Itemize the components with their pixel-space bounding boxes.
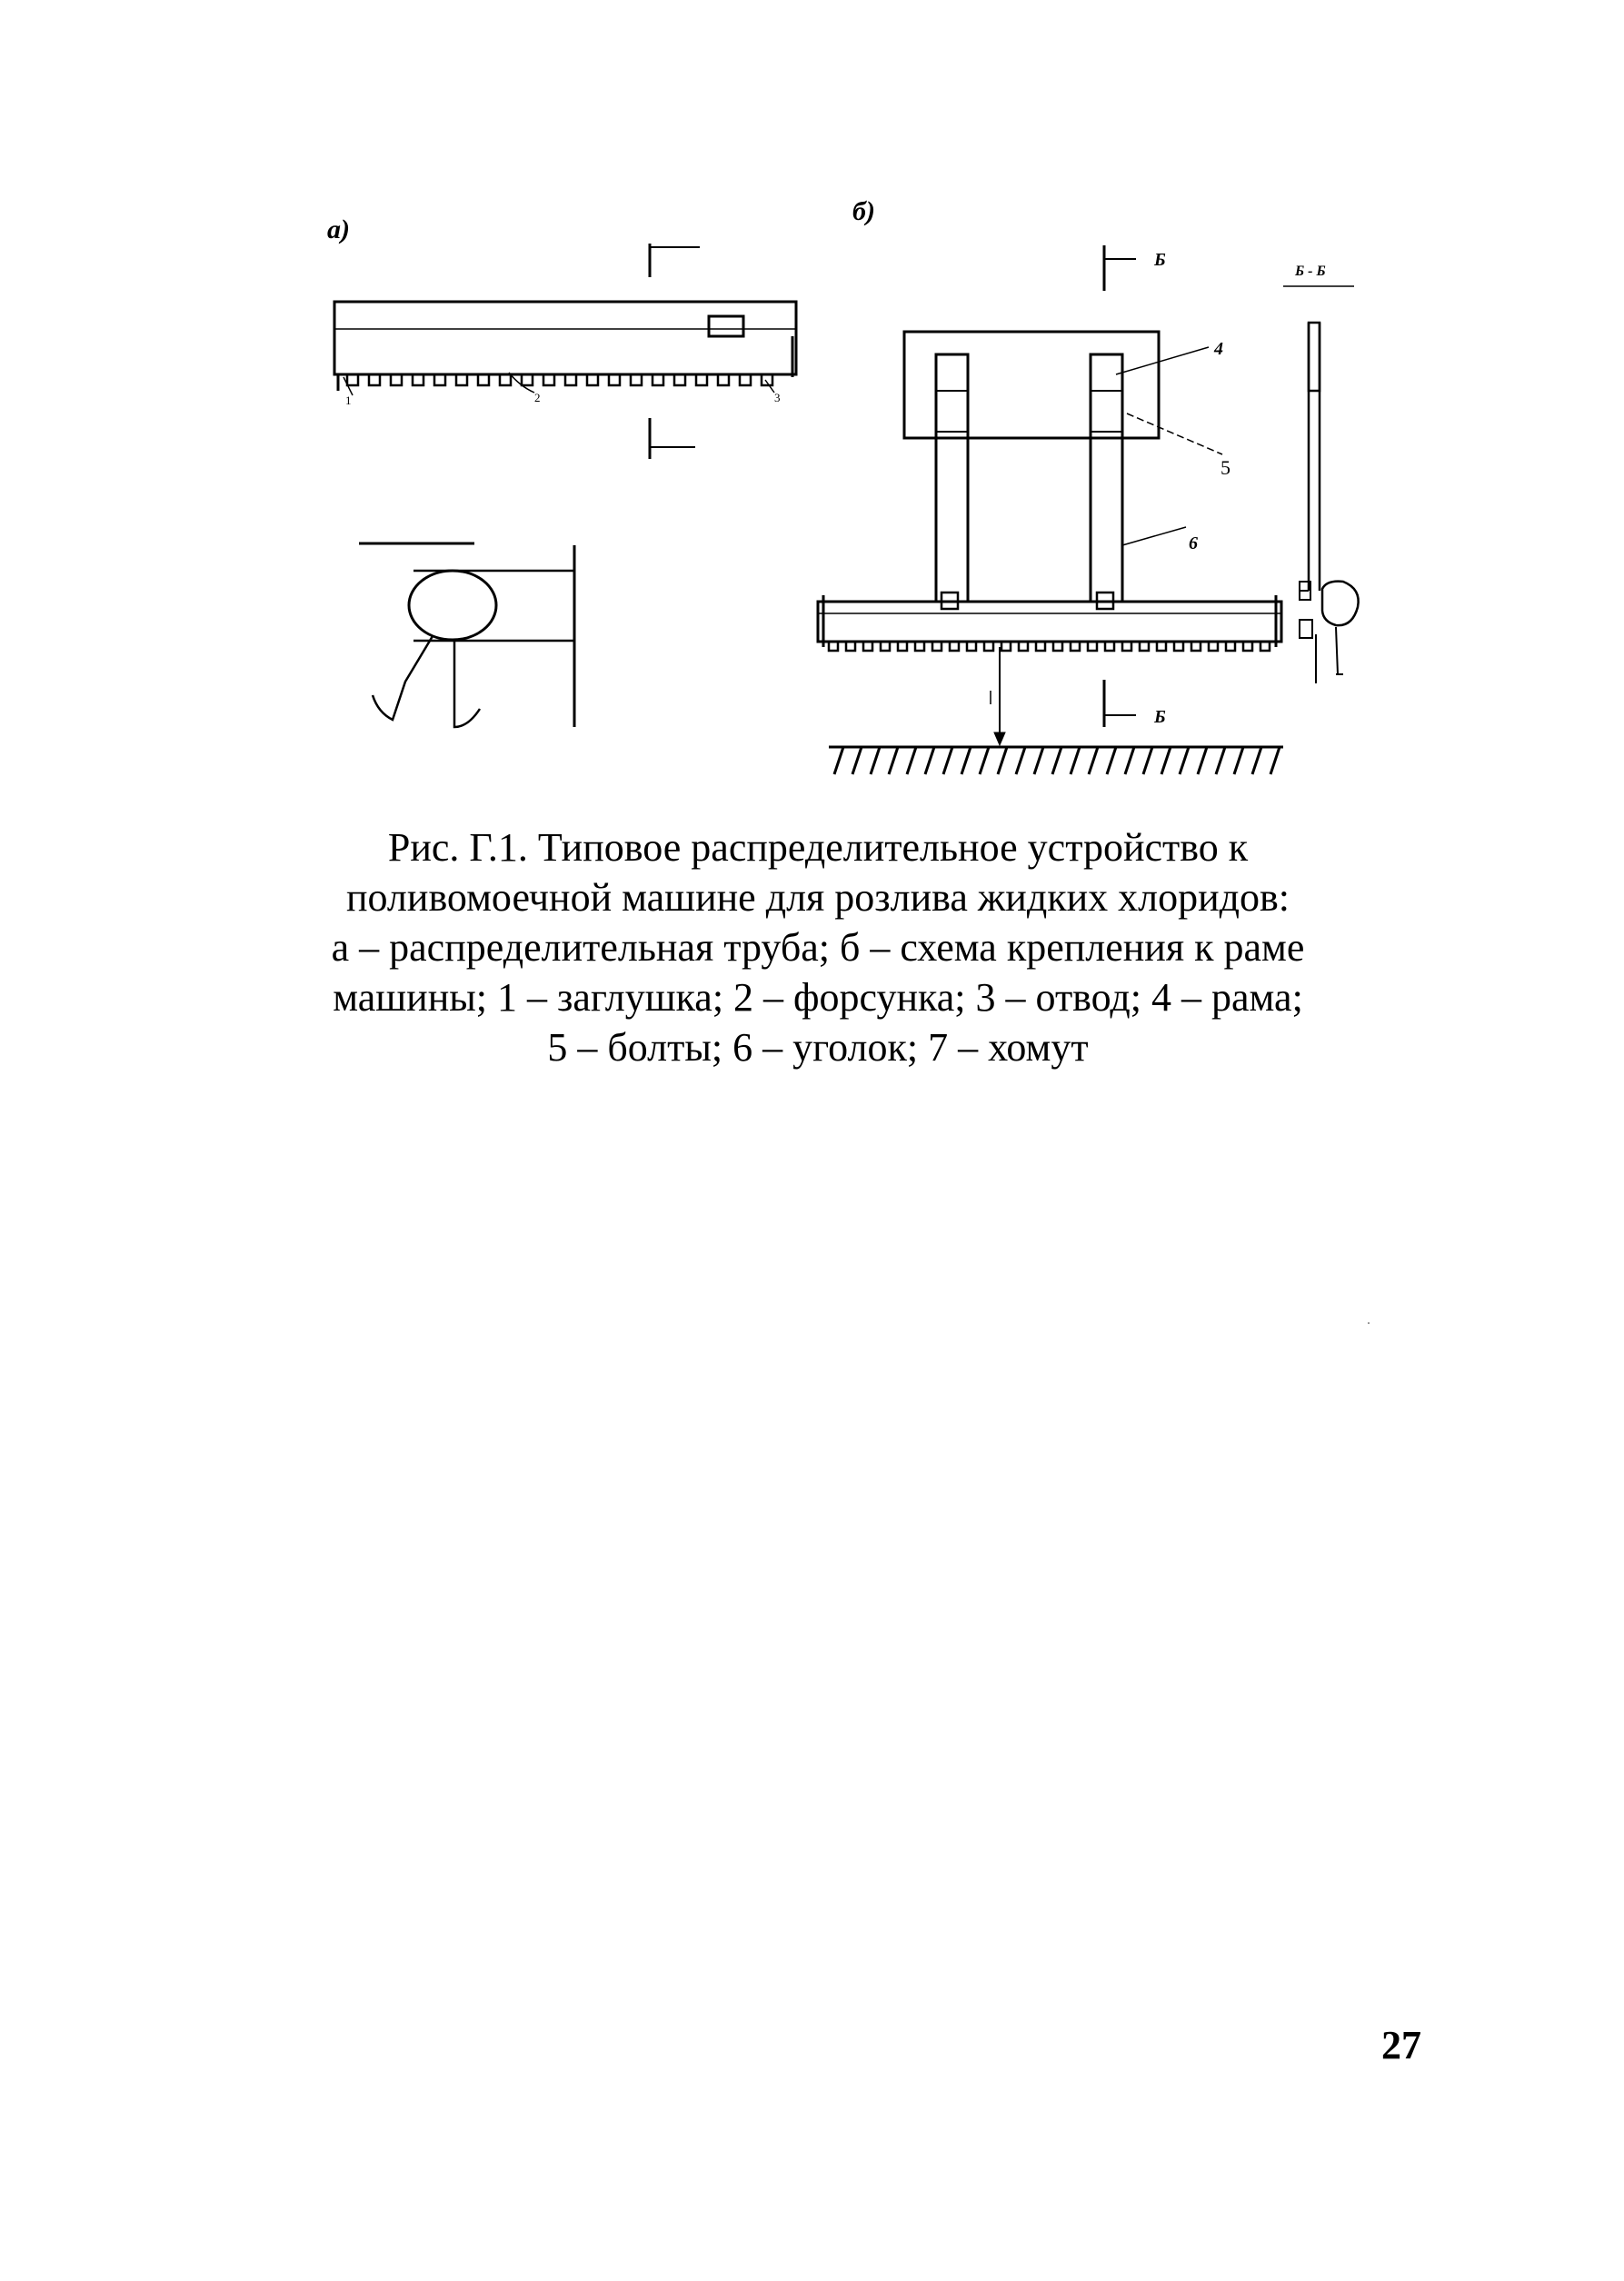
hatch-stroke: [1270, 747, 1280, 774]
hatch-stroke: [1143, 747, 1152, 774]
hatch-stroke: [998, 747, 1007, 774]
scan-speck: [1368, 1322, 1370, 1324]
hatch-stroke: [1071, 747, 1080, 774]
section-line-a-bottom: [650, 418, 695, 459]
callout-5: 5: [1220, 456, 1230, 479]
hatch-stroke: [1234, 747, 1243, 774]
section-mark-top: Б: [1154, 250, 1166, 270]
distribution-pipe-mounted: [818, 595, 1281, 647]
hatch-stroke: [1089, 747, 1098, 774]
panel-a-label: а): [327, 214, 350, 244]
section-title: Б - Б: [1295, 264, 1326, 279]
nozzle: [696, 374, 707, 385]
nozzle: [456, 374, 467, 385]
nozzle: [718, 374, 729, 385]
section-line-b-top: [1104, 245, 1136, 291]
section-mark-bottom: Б: [1154, 707, 1166, 727]
panel-b-label: б): [852, 196, 875, 226]
nozzle-row-a: [347, 374, 772, 385]
section-line-b-bottom: [1104, 680, 1136, 727]
caption-line-4: машины; 1 – заглушка; 2 – форсунка; 3 – отвод; 4 – рама;: [333, 975, 1303, 1020]
hatch-stroke: [1216, 747, 1225, 774]
nozzle: [369, 374, 380, 385]
callout-4: 4: [1214, 339, 1223, 359]
technical-drawing: [0, 0, 1624, 818]
callout-2: 2: [534, 391, 541, 404]
hatch-stroke: [871, 747, 880, 774]
nozzle: [500, 374, 511, 385]
hatch-stroke: [834, 747, 843, 774]
hatch-stroke: [889, 747, 898, 774]
nozzle: [522, 374, 533, 385]
hatch-stroke: [1052, 747, 1061, 774]
nozzle: [434, 374, 445, 385]
ground-line: [829, 747, 1283, 774]
hatch-stroke: [1180, 747, 1189, 774]
hatch-stroke: [943, 747, 952, 774]
nozzle: [587, 374, 598, 385]
hatch-stroke: [980, 747, 989, 774]
hatch-stroke: [907, 747, 916, 774]
caption-line-2: поливомоечной машине для розлива жидких хлоридов:: [345, 875, 1290, 920]
nozzle: [740, 374, 751, 385]
callout-leaders-a: [344, 373, 774, 395]
hatch-stroke: [852, 747, 862, 774]
hatch-stroke: [1161, 747, 1171, 774]
hatch-stroke: [1016, 747, 1025, 774]
hatch-stroke: [1252, 747, 1261, 774]
figure-caption: [273, 822, 1363, 1072]
nozzle: [347, 374, 358, 385]
hatch-stroke: [1198, 747, 1207, 774]
callout-3: 3: [774, 391, 781, 404]
nozzle: [674, 374, 685, 385]
caption-line-5: 5 – болты; 6 – уголок; 7 – хомут: [547, 1025, 1089, 1070]
nozzle: [478, 374, 489, 385]
callout-1: 1: [345, 393, 352, 407]
nozzle: [391, 374, 402, 385]
hatch-stroke: [961, 747, 971, 774]
section-line-a-top: [650, 244, 700, 277]
hatch-stroke: [1107, 747, 1116, 774]
ground-hatching: [834, 747, 1280, 774]
hatch-stroke: [925, 747, 934, 774]
callout-6: 6: [1189, 533, 1198, 553]
pipe-cross-section: [359, 543, 574, 727]
nozzle: [653, 374, 663, 385]
height-dimension: [991, 647, 1005, 745]
hatch-stroke: [1034, 747, 1043, 774]
callout-leaders-b: [1116, 347, 1222, 545]
nozzle: [609, 374, 620, 385]
nozzle: [631, 374, 642, 385]
nozzle: [543, 374, 554, 385]
caption-line-1: Рис. Г.1. Типовое распределительное устройство к: [387, 825, 1249, 870]
nozzle: [413, 374, 423, 385]
hatch-stroke: [1125, 747, 1134, 774]
caption-line-3: а – распределительная труба; б – схема крепления к раме: [331, 925, 1305, 970]
nozzle: [565, 374, 576, 385]
nozzle: [762, 374, 772, 385]
page-number: 27: [1381, 2023, 1421, 2067]
section-view: [1300, 323, 1359, 683]
